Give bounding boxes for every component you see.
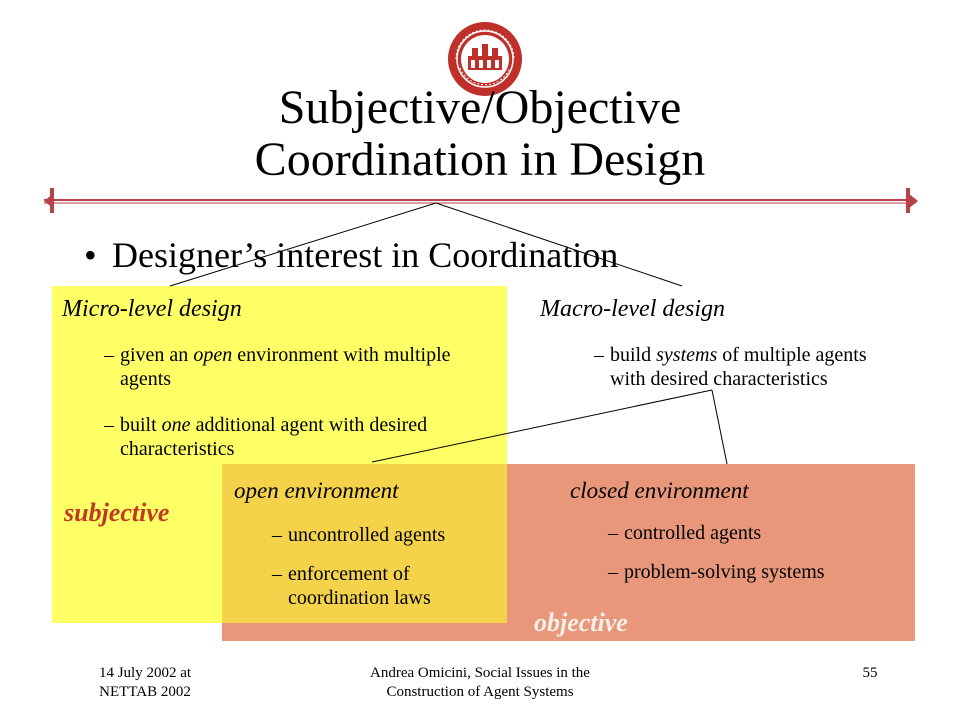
macro-item-1: – build systems of multiple agents with desired characteristics bbox=[594, 344, 867, 390]
footer-author bbox=[300, 664, 660, 702]
main-bullet bbox=[84, 234, 618, 276]
micro-item-1: – given an open environment with multiple agents bbox=[104, 344, 451, 390]
footer-author-line-1: Andrea Omicini, Social Issues in the bbox=[370, 665, 590, 681]
footer-date-line-1: 14 July 2002 at bbox=[98, 665, 192, 681]
bullet-dot-icon: • bbox=[84, 235, 97, 275]
micro-item-2: – built one additional agent with desired characteristics bbox=[104, 414, 428, 460]
objective-label: objective bbox=[534, 608, 628, 637]
closed-environment-heading: closed environment bbox=[570, 478, 749, 503]
footer-date-line-2: NETTAB 2002 bbox=[99, 683, 191, 700]
macro-item-1-text-b: of multiple agents with desired characteristics bbox=[610, 344, 867, 390]
closed-env-item-1: – controlled agents bbox=[608, 521, 908, 545]
micro-item-2-emphasis: one bbox=[161, 414, 191, 436]
closed-env-item-2: – problem-solving systems bbox=[608, 560, 908, 584]
subjective-label: subjective bbox=[64, 498, 170, 527]
open-env-item-2: – enforcement of coordination laws bbox=[272, 562, 502, 610]
title-line-1: Subjective/Objective bbox=[278, 81, 682, 134]
page-number: 55 bbox=[862, 665, 878, 681]
macro-item-1-text-a: build bbox=[610, 344, 657, 366]
open-env-item-1-text: uncontrolled agents bbox=[288, 524, 446, 546]
open-env-item-2-text: enforcement of coordination laws bbox=[288, 563, 431, 609]
micro-item-2-text-a: built bbox=[120, 414, 162, 436]
slide-title bbox=[0, 82, 960, 186]
title-rule bbox=[44, 188, 918, 213]
footer-date bbox=[50, 664, 240, 702]
footer-author-line-2: Construction of Agent Systems bbox=[386, 683, 574, 700]
micro-item-1-text-a: given an bbox=[120, 344, 194, 366]
micro-item-2-text-b: additional agent with desired characteristics bbox=[120, 414, 428, 460]
macro-item-1-emphasis: systems bbox=[656, 344, 718, 366]
closed-env-item-2-text: problem-solving systems bbox=[624, 561, 825, 583]
micro-item-1-emphasis: open bbox=[193, 344, 233, 366]
micro-level-heading: Micro-level design bbox=[62, 296, 242, 322]
open-environment-heading: open environment bbox=[234, 478, 399, 503]
macro-level-heading: Macro-level design bbox=[540, 296, 726, 322]
micro-item-1-text-b: environment with multiple agents bbox=[120, 344, 451, 390]
open-env-item-1: – uncontrolled agents bbox=[272, 523, 522, 547]
closed-env-item-1-text: controlled agents bbox=[624, 522, 762, 544]
main-bullet-text: Designer’s interest in Coordination bbox=[112, 235, 619, 275]
title-line-2: Coordination in Design bbox=[254, 132, 706, 186]
